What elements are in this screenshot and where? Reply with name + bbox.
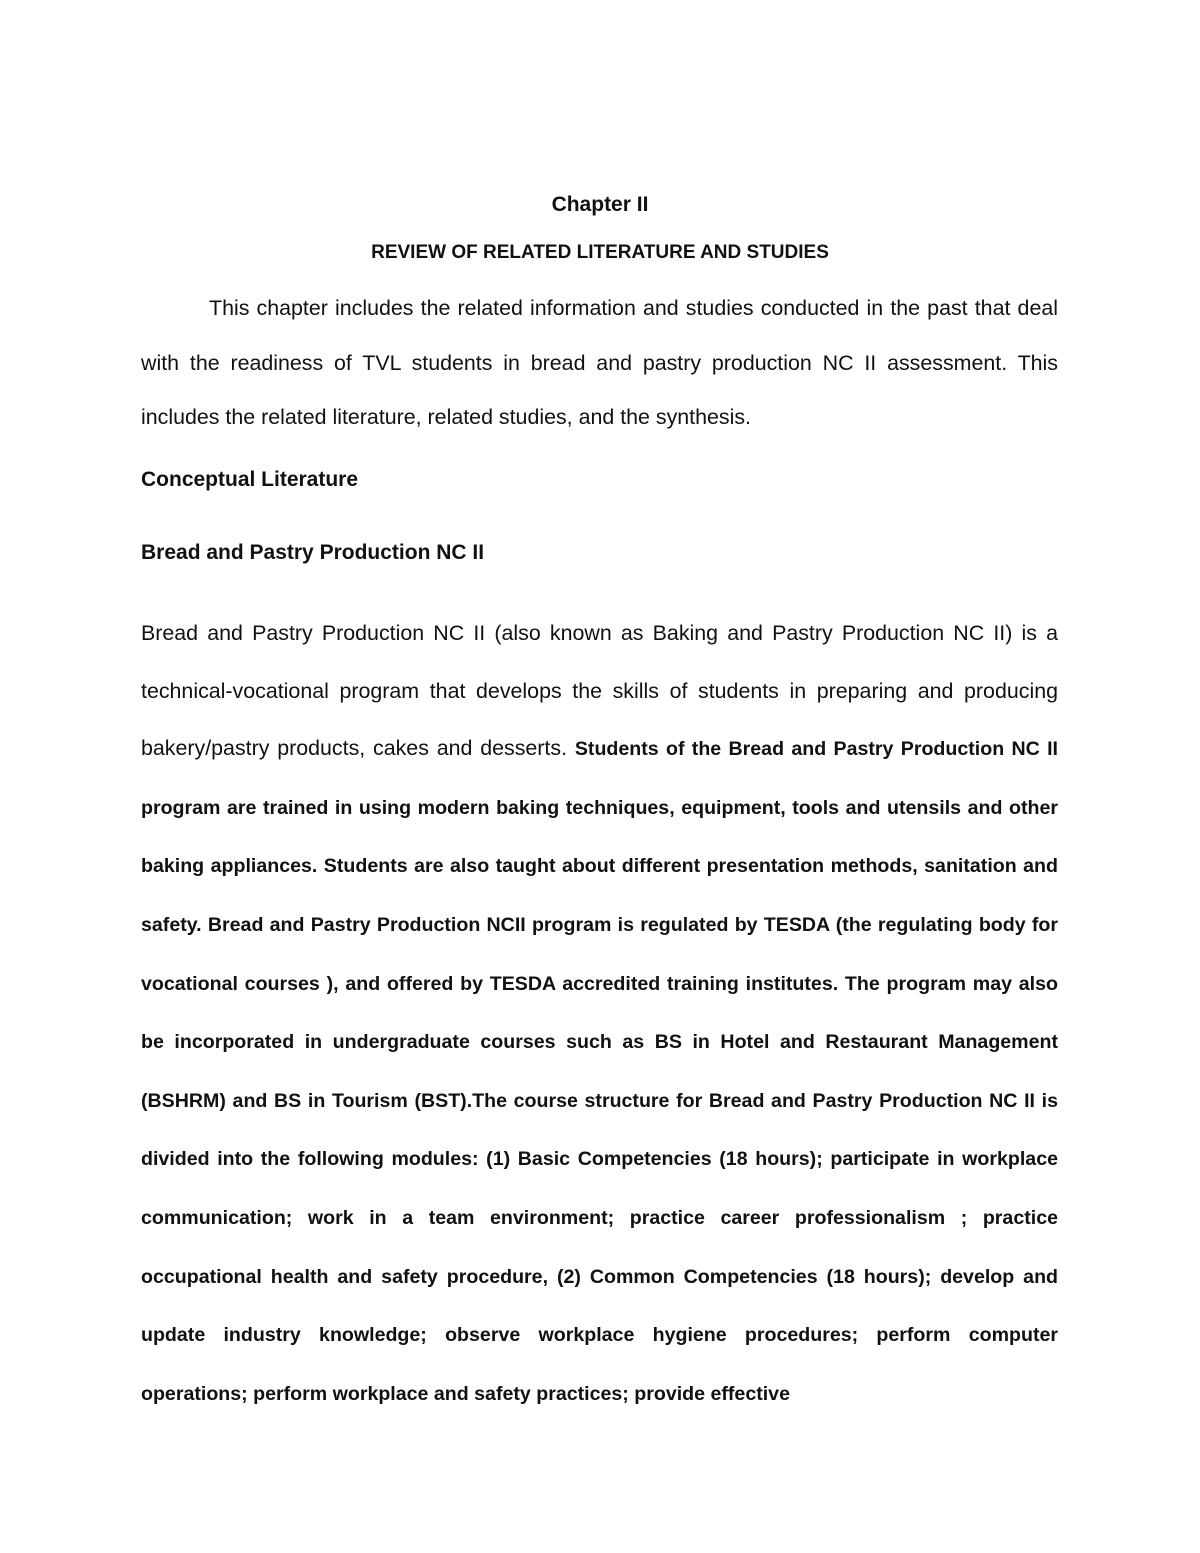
chapter-title: Chapter II xyxy=(551,193,649,216)
body-paragraph-bold-text: Students of the Bread and Pastry Production NC II program are trained in using modern baking techniques, equipment, tools and utensils and other baking appliances. Students are also taught about different presentation methods, sanitation and safety. Bread and Pastry Production NCII program is regulated by TESDA (the regulating body for vocational courses ), and offered by TESDA accredited training institutes. The program may also be incorporated in undergraduate courses such as BS in Hotel and Restaurant Management (BSHRM) and BS in Tourism (BST).The course structure for Bread and Pastry Production NC II is divided into the following modules: (1) Basic Competencies (18 hours); participate in workplace communication; work in a team environment; practice career professionalism ; practice occupational health and safety procedure, (2) Common Competencies (18 hours); develop and update industry knowledge; observe workplace hygiene procedures; perform computer operations; perform workplace and safety practices; provide effective xyxy=(141,738,1058,1405)
body-paragraph xyxy=(141,605,1058,1423)
chapter-subtitle: REVIEW OF RELATED LITERATURE AND STUDIES xyxy=(371,242,829,263)
body-paragraph-regular-text: Bread and Pastry Production NC II (also known as Baking and Pastry Production NC II) is a technical-vocational program that develops the skills of students in preparing and producing bakery/pastry products, cakes and desserts. xyxy=(141,621,1058,761)
intro-paragraph: This chapter includes the related information and studies conducted in the past that deal with the readiness of TVL students in bread and pastry production NC II assessment. This includes the related literature, related studies, and the synthesis. xyxy=(141,296,1058,429)
section-heading: Conceptual Literature xyxy=(141,468,359,491)
subsection-heading: Bread and Pastry Production NC II xyxy=(141,541,485,564)
